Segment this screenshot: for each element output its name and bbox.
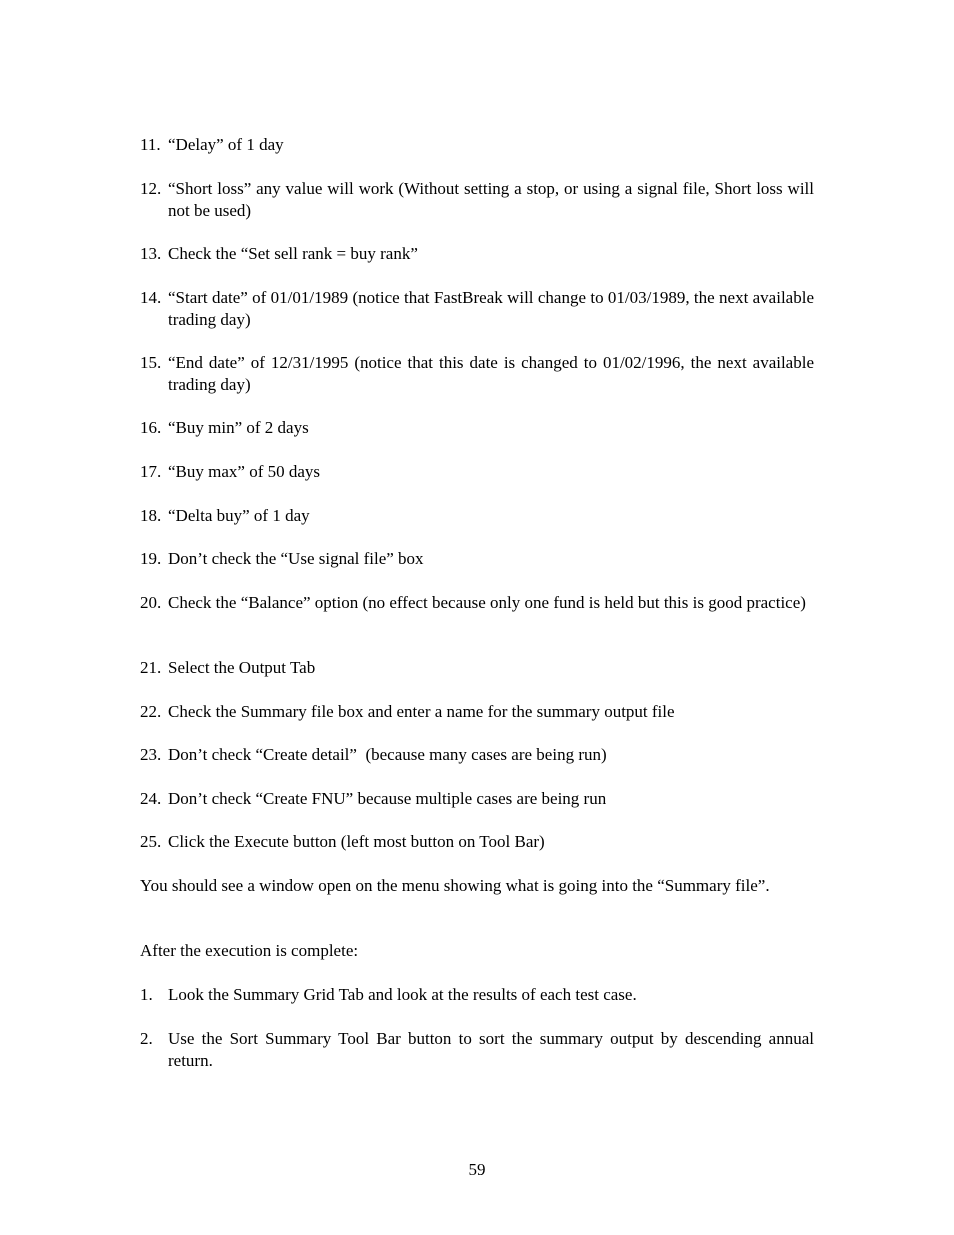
list-item-text: “Buy min” of 2 days — [168, 418, 309, 437]
list-item — [140, 657, 814, 679]
after-execution-paragraph: After the execution is complete: — [140, 941, 359, 960]
list-item — [140, 417, 814, 439]
list-item-text: Check the “Set sell rank = buy rank” — [168, 244, 418, 263]
list-item-text: Don’t check the “Use signal file” box — [168, 549, 424, 568]
list-item-text: “Short loss” any value will work (Without setting a stop, or using a signal file, Short loss will not be used) — [168, 179, 814, 220]
list-item-text: Don’t check “Create detail” (because many cases are being run) — [168, 745, 607, 764]
list-item — [140, 744, 814, 766]
list-item-text: Use the Sort Summary Tool Bar button to sort the summary output by descending annual return. — [168, 1029, 814, 1070]
list-item — [140, 548, 814, 570]
list-item-number: 20. — [140, 593, 162, 612]
list-item — [140, 352, 814, 395]
list-item — [140, 1028, 814, 1071]
list-item-number: 22. — [140, 702, 162, 721]
list-item — [140, 243, 814, 265]
list-item-number: 17. — [140, 462, 162, 481]
list-item-text: “Delay” of 1 day — [168, 135, 284, 154]
list-item — [140, 505, 814, 527]
list-item — [140, 461, 814, 483]
list-item-number: 21. — [140, 658, 162, 677]
list-item — [140, 134, 814, 156]
list-item — [140, 178, 814, 221]
list-item-text: Check the “Balance” option (no effect because only one fund is held but this is good practice) — [168, 593, 806, 612]
list-item-number: 13. — [140, 244, 162, 263]
list-item-text: Check the Summary file box and enter a name for the summary output file — [168, 702, 675, 721]
list-item-text: “End date” of 12/31/1995 (notice that this date is changed to 01/02/1996, the next available trading day) — [168, 353, 814, 394]
list-item-number: 15. — [140, 353, 162, 372]
page-number: 59 — [468, 1160, 486, 1179]
list-item — [140, 984, 814, 1006]
list-item-text: Select the Output Tab — [168, 658, 316, 677]
list-item — [140, 701, 814, 723]
list-item — [140, 831, 814, 853]
summary-window-paragraph: You should see a window open on the menu showing what is going into the “Summary file”. — [140, 876, 770, 895]
list-item-number: 11. — [140, 135, 161, 154]
list-item-text: Look the Summary Grid Tab and look at the results of each test case. — [168, 985, 637, 1004]
list-item — [140, 287, 814, 330]
list-item-text: Don’t check “Create FNU” because multiple cases are being run — [168, 789, 607, 808]
list-item-text: “Buy max” of 50 days — [168, 462, 321, 481]
list-item-number: 1. — [140, 985, 153, 1004]
list-item-text: “Delta buy” of 1 day — [168, 506, 310, 525]
list-item-number: 12. — [140, 179, 162, 198]
list-item-number: 2. — [140, 1029, 153, 1048]
list-item-number: 25. — [140, 832, 162, 851]
list-item-number: 23. — [140, 745, 162, 764]
list-item-number: 16. — [140, 418, 162, 437]
list-item — [140, 788, 814, 810]
list-item — [140, 592, 814, 614]
list-item-text: “Start date” of 01/01/1989 (notice that FastBreak will change to 01/03/1989, the next available trading day) — [168, 288, 814, 329]
list-item-number: 14. — [140, 288, 162, 307]
list-item-text: Click the Execute button (left most button on Tool Bar) — [168, 832, 545, 851]
list-item-number: 18. — [140, 506, 162, 525]
list-item-number: 19. — [140, 549, 162, 568]
list-item-number: 24. — [140, 789, 162, 808]
